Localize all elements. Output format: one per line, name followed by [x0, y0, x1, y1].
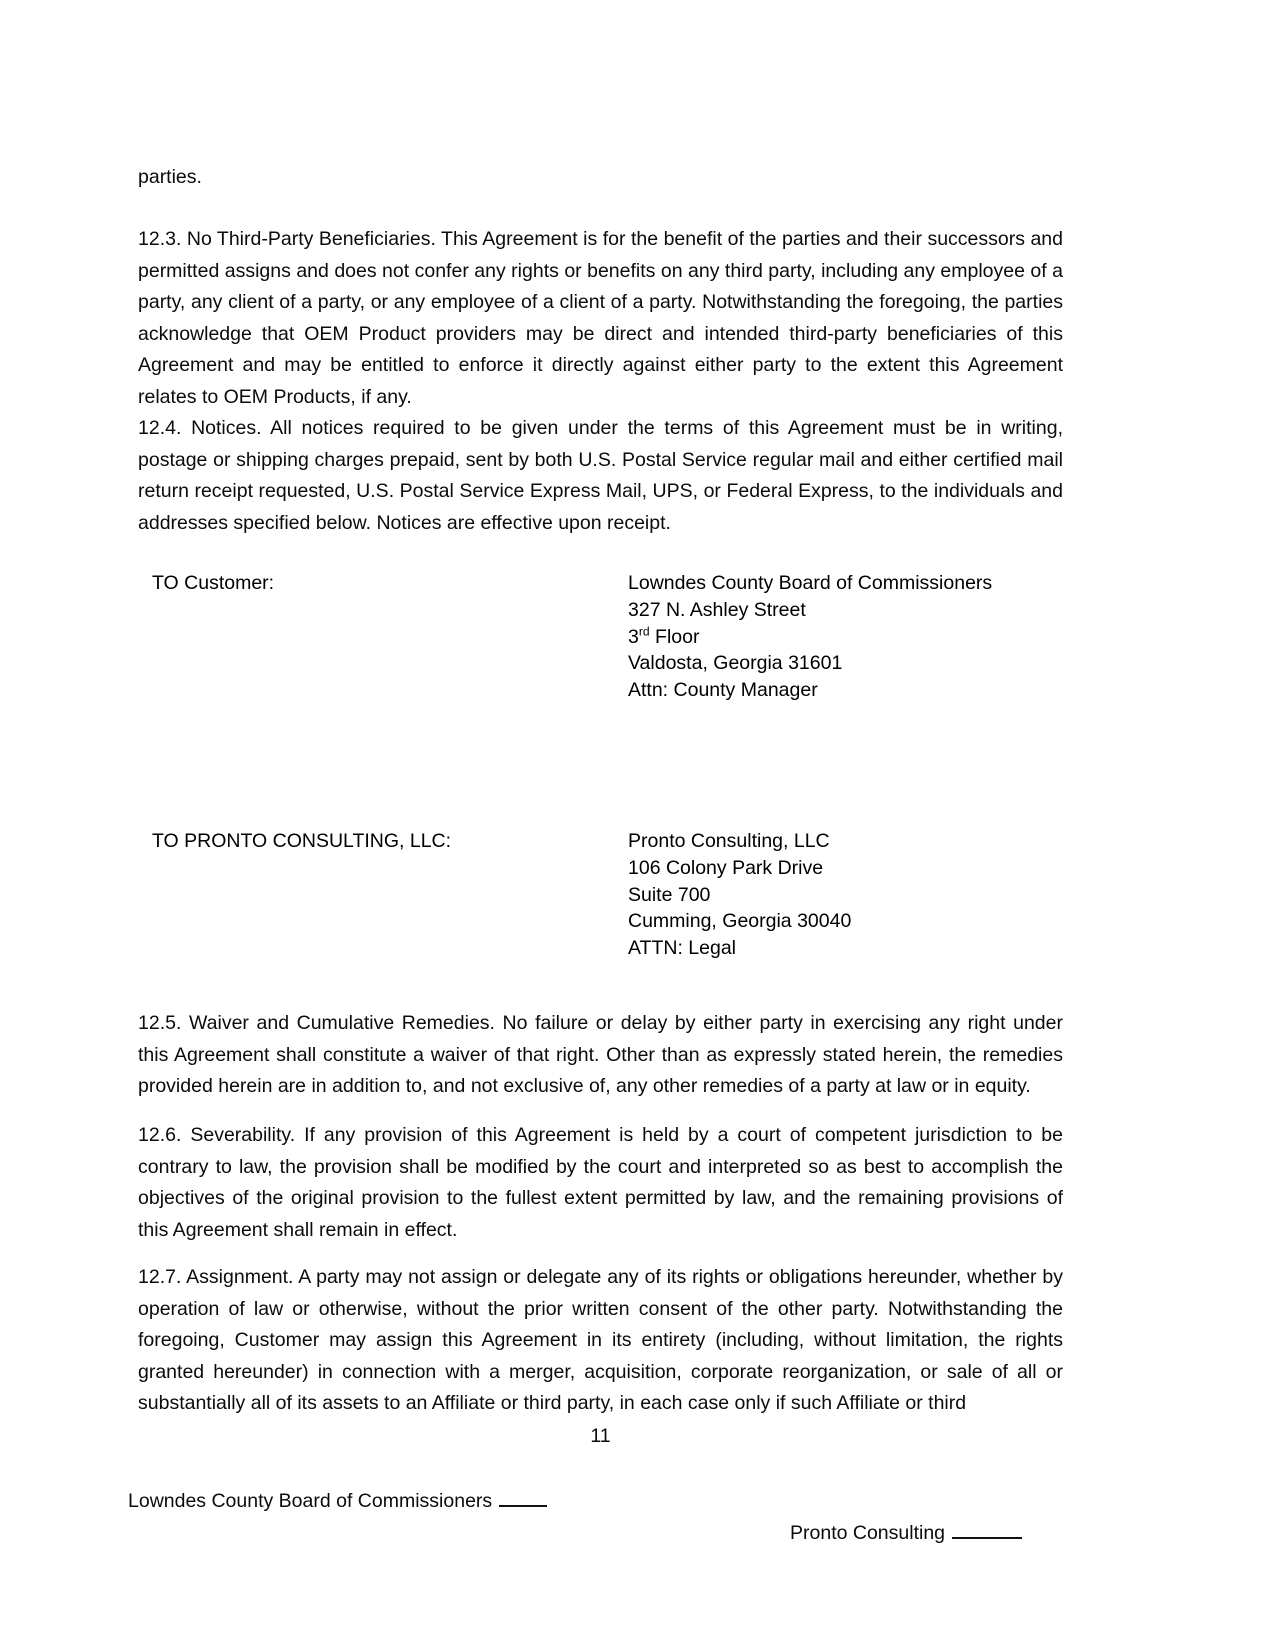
notice-label-customer: TO Customer: [152, 572, 275, 594]
page-footer [128, 1490, 1078, 1560]
notice-label-vendor: TO PRONTO CONSULTING, LLC: [152, 830, 452, 852]
address-line-city-state-zip: Valdosta, Georgia 31601 [628, 652, 843, 675]
footer-initials-vendor [790, 1522, 1022, 1545]
address-line-street: 106 Colony Park Drive [628, 856, 824, 879]
section-12-5-waiver-and-cumulative-remedies: 12.5. Waiver and Cumulative Remedies. No failure or delay by either party in exercising any right under this Agreement shall constitute a waiver of that right. Other than as expressly stated herein, the remedies provided herein are in addition to, and not exclusive of, any other remedies of a party at law or in equity. [138, 1012, 1063, 1097]
floor-number: 3 [628, 625, 639, 648]
notice-address-vendor [628, 828, 1063, 962]
footer-initials-customer-label: Lowndes County Board of Commissioners [128, 1490, 493, 1512]
section-12-7-assignment: 12.7. Assignment. A party may not assign or delegate any of its rights or obligations hereunder, whether by operation of law or otherwise, without the prior written consent of the other party. Notwithstanding the foregoing, Customer may assign this Agreement in its entirety (including, without limitation, the rights granted hereunder) in connection with a merger, acquisition, corporate reorganization, or sale of all or substantially all of its assets to an Affiliate or third party, in each case only if such Affiliate or third [138, 1266, 1063, 1414]
notice-row [138, 828, 1063, 962]
footer-initials-vendor-label: Pronto Consulting [790, 1522, 946, 1544]
address-line-organization: Lowndes County Board of Commissioners [628, 572, 993, 594]
initials-line-customer[interactable] [499, 1505, 547, 1507]
section-12-3-no-third-party-beneficiaries: 12.3. No Third-Party Beneficiaries. This Agreement is for the benefit of the parties and their successors and permitted assigns and does not confer any rights or benefits on any third party, including any employee of a party, any client of a party, or any employee of a client of a party. Notwithstanding the foregoing, the parties acknowledge that OEM Product providers may be direct and intended third-party beneficiaries of this Agreement and may be entitled to enforce it directly against either party to the extent this Agreement relates to OEM Products, if any. [138, 228, 1063, 408]
notice-block-customer [138, 570, 1063, 704]
address-line-attention: ATTN: Legal [628, 937, 737, 960]
notice-row [138, 570, 1063, 704]
initials-line-vendor[interactable] [952, 1537, 1022, 1539]
notice-block-vendor [138, 828, 1063, 962]
notice-address-customer [628, 570, 1063, 704]
floor-word: Floor [649, 625, 700, 648]
address-line-city-state-zip: Cumming, Georgia 30040 [628, 910, 852, 933]
address-line-organization: Pronto Consulting, LLC [628, 830, 830, 852]
address-line-street: 327 N. Ashley Street [628, 598, 806, 621]
page-number: 11 [590, 1425, 611, 1447]
address-line-floor [628, 624, 1063, 651]
address-line-suite: Suite 700 [628, 883, 711, 906]
paragraph-continuation: parties. [138, 166, 202, 188]
floor-ordinal-suffix: rd [638, 624, 650, 639]
footer-initials-customer [128, 1490, 547, 1513]
section-12-6-severability: 12.6. Severability. If any provision of this Agreement is held by a court of competent jurisdiction to be contrary to law, the provision shall be modified by the court and interpreted so as best to accomplish the objectives of the original provision to the fullest extent permitted by law, and the remaining provisions of this Agreement shall remain in effect. [138, 1124, 1063, 1241]
page-content [128, 0, 1063, 1651]
address-line-attention: Attn: County Manager [628, 679, 818, 702]
section-12-4-notices: 12.4. Notices. All notices required to be given under the terms of this Agreement must be in writing, postage or shipping charges prepaid, sent by both U.S. Postal Service regular mail and either certified mail return receipt requested, U.S. Postal Service Express Mail, UPS, or Federal Express, to the individuals and addresses specified below. Notices are effective upon receipt. [138, 417, 1063, 534]
